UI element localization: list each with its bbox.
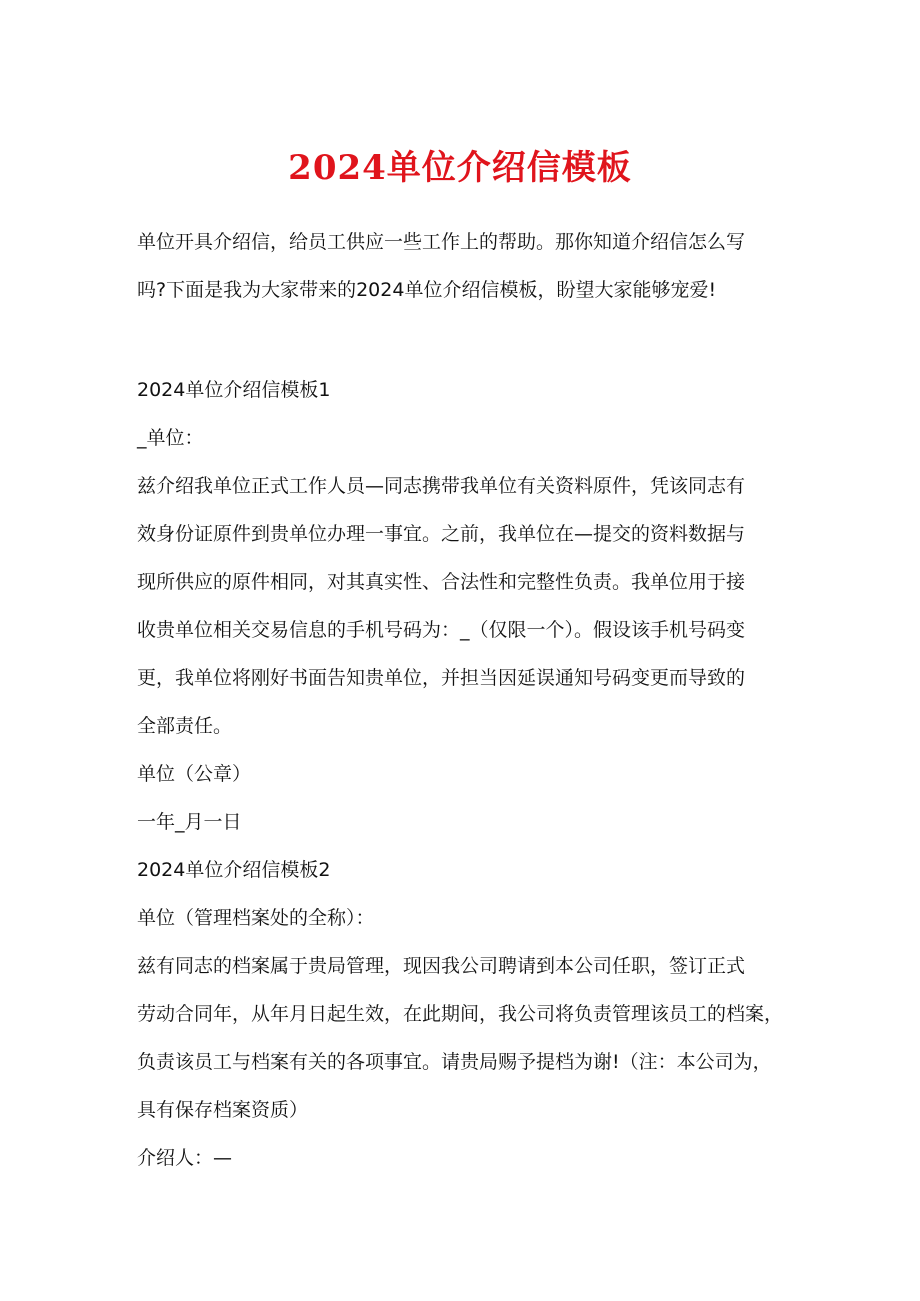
template1-heading: 2024单位介绍信模板1 bbox=[137, 379, 331, 401]
template1-date: 一年_月一日 bbox=[137, 811, 242, 833]
document-title: 2024单位介绍信模板 bbox=[288, 148, 632, 188]
template1-salutation: _单位： bbox=[137, 427, 204, 449]
template1-body-line: 更，我单位将刚好书面告知贵单位，并担当因延误通知号码变更而导致的 bbox=[137, 667, 746, 689]
template1-body-line: 收贵单位相关交易信息的手机号码为：_（仅限一个）。假设该手机号码变 bbox=[137, 619, 746, 641]
template1-signature: 单位（公章） bbox=[137, 763, 252, 785]
template1-body-line: 效身份证原件到贵单位办理一事宜。之前，我单位在—提交的资料数据与 bbox=[137, 523, 746, 545]
template2-body bbox=[137, 942, 787, 1134]
intro-line: 吗?下面是我为大家带来的2024单位介绍信模板，盼望大家能够宠爱! bbox=[137, 279, 717, 301]
template2-salutation: 单位（管理档案处的全称）： bbox=[137, 907, 375, 929]
template1-body-line: 全部责任。 bbox=[137, 715, 233, 737]
template2-body-line: 具有保存档案资质） bbox=[137, 1099, 309, 1121]
letter-templates bbox=[137, 366, 787, 1182]
template2-body-line: 负责该员工与档案有关的各项事宜。请贵局赐予提档为谢!（注：本公司为， bbox=[137, 1051, 772, 1073]
template2-body-line: 兹有同志的档案属于贵局管理，现因我公司聘请到本公司任职，签订正式 bbox=[137, 955, 746, 977]
template1-body-line: 兹介绍我单位正式工作人员—同志携带我单位有关资料原件，凭该同志有 bbox=[137, 475, 746, 497]
template2-body-line: 劳动合同年，从年月日起生效，在此期间，我公司将负责管理该员工的档案， bbox=[137, 1003, 784, 1025]
template1-body bbox=[137, 462, 787, 750]
template2-heading: 2024单位介绍信模板2 bbox=[137, 859, 331, 881]
intro-paragraph bbox=[137, 218, 787, 314]
template2-introducer: 介绍人：— bbox=[137, 1147, 233, 1169]
template1-body-line: 现所供应的原件相同，对其真实性、合法性和完整性负责。我单位用于接 bbox=[137, 571, 746, 593]
intro-line: 单位开具介绍信，给员工供应一些工作上的帮助。那你知道介绍信怎么写 bbox=[137, 231, 746, 253]
